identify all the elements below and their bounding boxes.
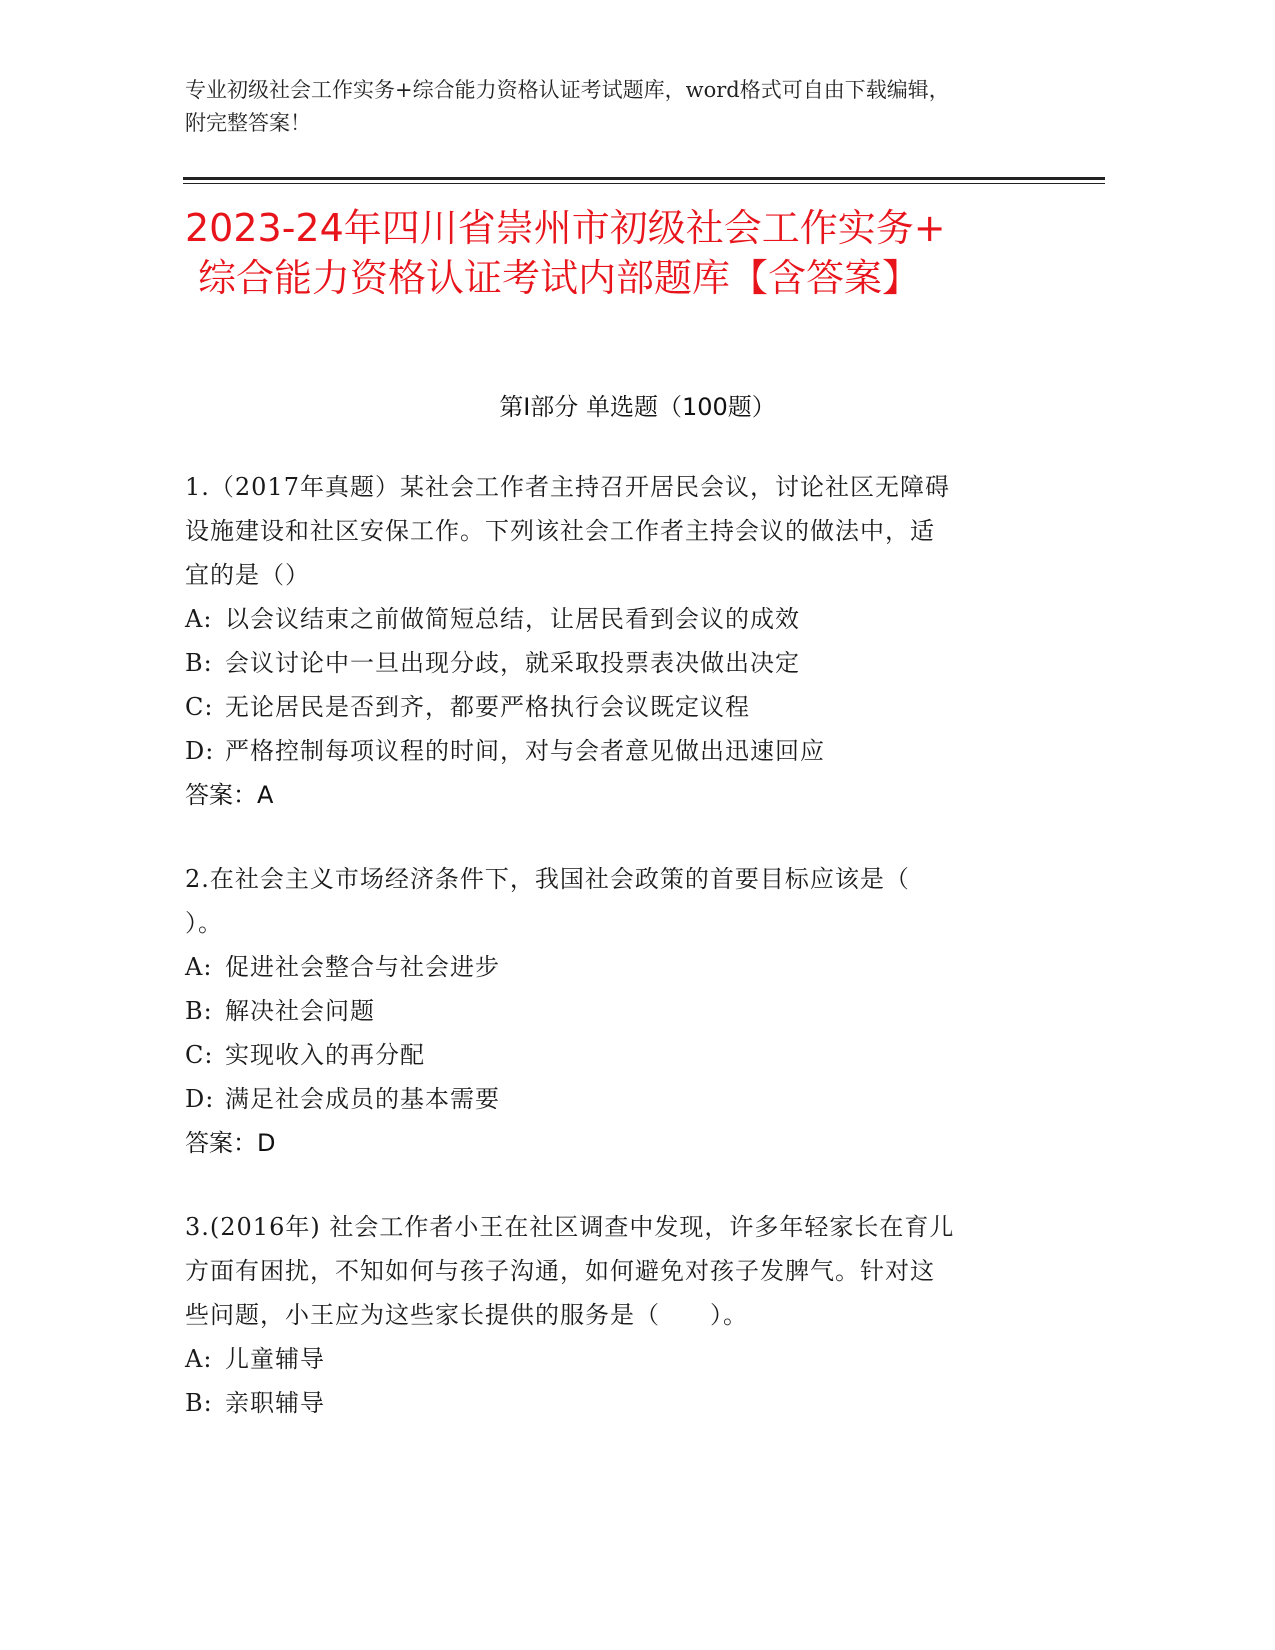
option-text: 会议讨论中一旦出现分歧，就采取投票表决做出决定: [225, 649, 800, 677]
option-text: 实现收入的再分配: [225, 1041, 425, 1069]
header-rule-thin: [183, 183, 1105, 184]
section-heading: 第I部分 单选题（100题）: [499, 393, 776, 421]
answer-option: [185, 1077, 1065, 1121]
question-stem-line: 设施建设和社区安保工作。下列该社会工作者主持会议的做法中，适: [185, 517, 935, 545]
document-title: [185, 203, 1095, 303]
option-letter: C:: [185, 693, 214, 721]
option-letter: B:: [185, 649, 213, 677]
question-block: [185, 1205, 1065, 1425]
document-title-line-2: 综合能力资格认证考试内部题库【含答案】: [198, 256, 921, 300]
answer-option: [185, 729, 1065, 773]
question-stem-line: 1.（2017年真题）某社会工作者主持召开居民会议，讨论社区无障碍: [185, 473, 950, 501]
option-letter: D:: [185, 1085, 215, 1113]
option-text: 儿童辅导: [225, 1345, 325, 1373]
question-stem-line: ）。: [185, 909, 223, 937]
option-letter: A:: [185, 953, 213, 981]
option-letter: B:: [185, 1389, 213, 1417]
option-text: 亲职辅导: [225, 1389, 325, 1417]
option-letter: A:: [185, 1345, 213, 1373]
option-letter: A:: [185, 605, 213, 633]
header-note-line-2: 附完整答案！: [185, 111, 311, 135]
option-text: 促进社会整合与社会进步: [225, 953, 500, 981]
answer-option: [185, 641, 1065, 685]
question-stem-line: 3.(2016年) 社会工作者小王在社区调查中发现，许多年轻家长在育儿: [185, 1213, 955, 1241]
option-letter: D:: [185, 737, 215, 765]
question-block: [185, 465, 1065, 817]
option-text: 严格控制每项议程的时间，对与会者意见做出迅速回应: [225, 737, 825, 765]
header-note: [185, 74, 1105, 140]
option-letter: B:: [185, 997, 213, 1025]
question-list: [185, 465, 1065, 1465]
question-stem-line: 些问题，小王应为这些家长提供的服务是（ ）。: [185, 1301, 748, 1329]
document-title-line-1: 2023-24年四川省崇州市初级社会工作实务+: [185, 206, 946, 250]
answer-option: [185, 989, 1065, 1033]
option-text: 解决社会问题: [225, 997, 375, 1025]
question-stem-line: 方面有困扰，不知如何与孩子沟通，如何避免对孩子发脾气。针对这: [185, 1257, 935, 1285]
answer-key: 答案：A: [185, 781, 274, 809]
answer-option: [185, 1337, 1065, 1381]
header-note-line-1: 专业初级社会工作实务+综合能力资格认证考试题库，word格式可自由下载编辑，: [185, 78, 950, 102]
answer-option: [185, 1033, 1065, 1077]
question-stem-line: 2.在社会主义市场经济条件下，我国社会政策的首要目标应该是（: [185, 865, 910, 893]
answer-option: [185, 685, 1065, 729]
option-text: 无论居民是否到齐，都要严格执行会议既定议程: [225, 693, 750, 721]
option-text: 以会议结束之前做简短总结，让居民看到会议的成效: [225, 605, 800, 633]
answer-key: 答案：D: [185, 1129, 276, 1157]
option-text: 满足社会成员的基本需要: [225, 1085, 500, 1113]
answer-option: [185, 1381, 1065, 1425]
question-stem-line: 宜的是（）: [185, 561, 310, 589]
question-block: [185, 857, 1065, 1165]
header-rule-thick: [183, 177, 1105, 180]
answer-option: [185, 945, 1065, 989]
option-letter: C:: [185, 1041, 214, 1069]
answer-option: [185, 597, 1065, 641]
